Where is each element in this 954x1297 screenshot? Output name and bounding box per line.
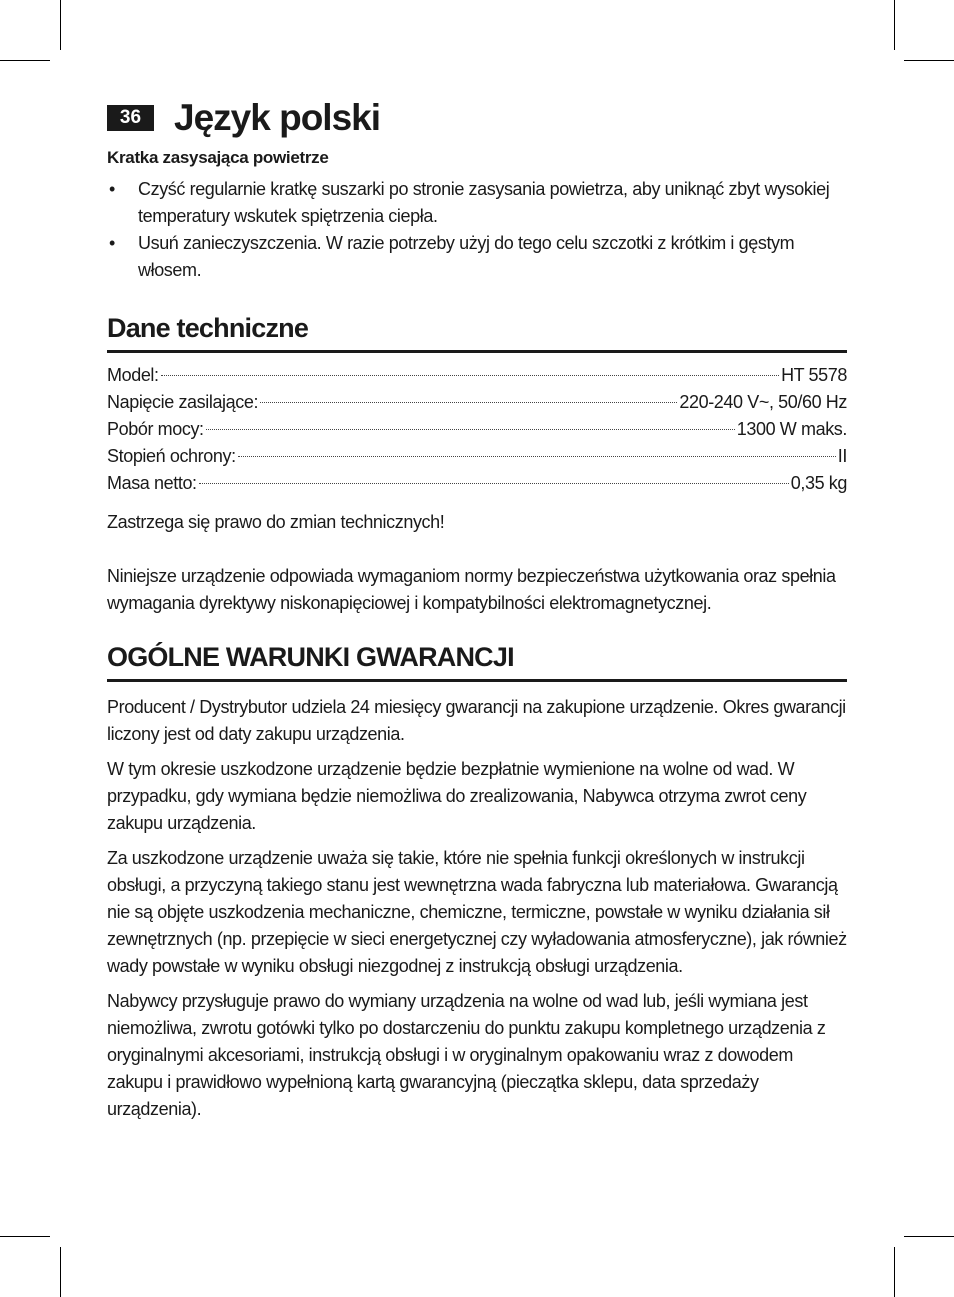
crop-mark	[904, 1236, 954, 1237]
list-item	[107, 230, 847, 284]
spec-row	[107, 389, 847, 416]
spec-value: HT 5578	[781, 365, 847, 385]
cleaning-heading: Kratka zasysająca powietrze	[107, 148, 329, 167]
cleaning-list	[107, 176, 847, 284]
spec-label: Masa netto:	[107, 473, 197, 493]
crop-mark	[894, 1247, 895, 1297]
spec-label: Napięcie zasilające:	[107, 392, 259, 412]
manual-page	[107, 98, 847, 1123]
bullet-icon: •	[109, 179, 115, 199]
spec-label: Model:	[107, 365, 159, 385]
spec-value: 0,35 kg	[790, 473, 847, 493]
crop-mark	[0, 60, 50, 61]
spec-row	[107, 362, 847, 389]
conformity-statement: Niniejsze urządzenie odpowiada wymaganiom normy bezpieczeństwa użytkowania oraz spełnia wymagania dyrektywy niskonapięciowej i kompatybilności elektromagnetycznej.	[107, 566, 836, 613]
spec-row	[107, 443, 847, 470]
bullet-icon: •	[109, 233, 115, 253]
page-title: Język polski	[174, 97, 381, 138]
tech-heading: Dane techniczne	[107, 313, 847, 353]
list-item	[107, 176, 847, 230]
warranty-paragraph: Producent / Dystrybutor udziela 24 miesięcy gwarancji na zakupione urządzenie. Okres gwarancji liczony jest od daty zakupu urządzenia.	[107, 697, 846, 744]
technical-change-notice: Zastrzega się prawo do zmian technicznych!	[107, 512, 445, 532]
warranty-paragraph: Za uszkodzone urządzenie uważa się takie, które nie spełnia funkcji określonych w instrukcji obsługi, a przyczyną takiego stanu jest wewnętrzna wada fabryczna lub materiałowa. Gwarancją nie są objęte uszkodzenia mechaniczne, chemiczne, termiczne, powstałe w wyniku działania sił zewnętrznych (np. przepięcie w sieci energetycznej czy wyładowania atmosferyczne), jak również wady powstałe w wyniku obsługi niezgodnej z instrukcją obsługi urządzenia.	[107, 848, 847, 976]
page-number: 36	[107, 105, 154, 131]
spec-label: Stopień ochrony:	[107, 446, 236, 466]
crop-mark	[0, 1236, 50, 1237]
spec-row	[107, 416, 847, 443]
page-header	[107, 98, 847, 138]
list-item-text: Usuń zanieczyszczenia. W razie potrzeby użyj do tego celu szczotki z krótkim i gęstym włosem.	[138, 233, 795, 280]
crop-mark	[904, 60, 954, 61]
crop-mark	[894, 0, 895, 50]
spec-label: Pobór mocy:	[107, 419, 204, 439]
spec-table	[107, 362, 847, 497]
warranty-paragraph: Nabywcy przysługuje prawo do wymiany urządzenia na wolne od wad lub, jeśli wymiana jest niemożliwa, zwrotu gotówki tylko po dostarczeniu do punktu zakupu kompletnego urządzenia z oryginalnymi akcesoriami, instrukcją obsługi i w oryginalnym opakowaniu wraz z dowodem zakupu i prawidłowo wypełnioną kartą gwarancyjną (pieczątka sklepu, data sprzedaży urządzenia).	[107, 991, 826, 1119]
spec-value: 1300 W maks.	[736, 419, 847, 439]
crop-mark	[60, 0, 61, 50]
list-item-text: Czyść regularnie kratkę suszarki po stronie zasysania powietrza, aby uniknąć zbyt wysokiej temperatury wskutek spiętrzenia ciepła.	[138, 179, 830, 226]
spec-row	[107, 470, 847, 497]
warranty-paragraph: W tym okresie uszkodzone urządzenie będzie bezpłatnie wymienione na wolne od wad. W przypadku, gdy wymiana będzie niemożliwa do zrealizowania, Nabywca otrzyma zwrot ceny zakupu urządzenia.	[107, 759, 807, 833]
spec-value: II	[837, 446, 847, 466]
warranty-heading: OGÓLNE WARUNKI GWARANCJI	[107, 642, 847, 682]
spec-value: 220-240 V~, 50/60 Hz	[679, 392, 847, 412]
crop-mark	[60, 1247, 61, 1297]
